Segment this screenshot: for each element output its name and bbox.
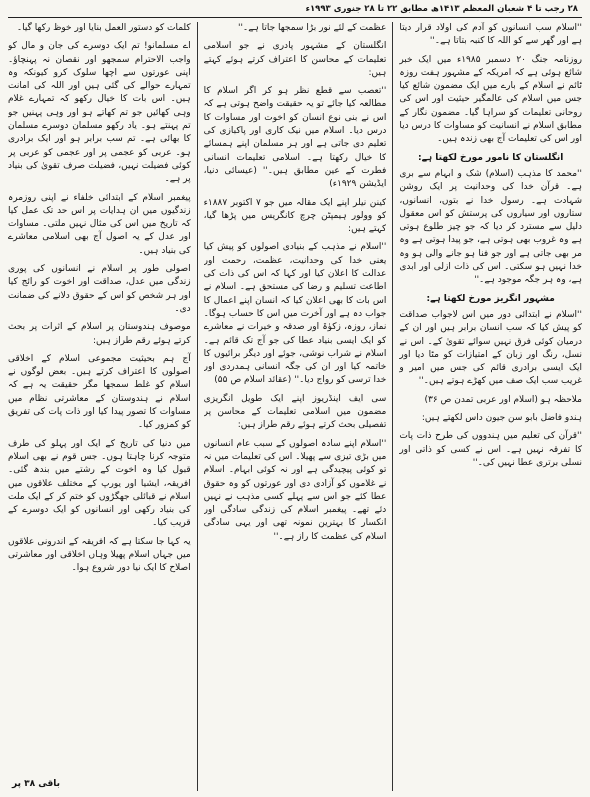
paragraph: ''محمد کا مذہب (اسلام) شک و ابہام سے بری ہے۔ قرآن خدا کی وحدانیت پر ایک روشن شہادت ہے۔ رسول خدا نے بتوں، انسانوں، ستاروں اور سیاروں کی پرستش کو اس معقول دلیل سے مسترد کر دیا کہ جو چیز طلوع ہوتی ہے وہ غروب بھی ہوتی ہے، جو پیدا ہوتی ہے وہ مر بھی جاتی ہے اور جو فنا ہو جانے والی ہو وہ خدا نہیں ہو سکتی۔ اس کی ذات ازلی اور ابدی ہے، وہ ہر جگہ موجود ہے۔'' [399, 168, 582, 286]
paragraph: پیغمبر اسلام کے ابتدائی خلفاء نے اپنی روزمرہ زندگیوں میں ان ہدایات پر اس حد تک عمل کیا کہ تاریخ میں اس کی مثال نہیں ملتی۔ مساوات اور عدل کے یہ اصول آج بھی اسلامی معاشرے کی بنیاد ہیں۔ [7, 192, 191, 256]
continued-note: باقی ۳۸ پر [11, 778, 60, 789]
paragraph: ''اسلام نے مذہب کے بنیادی اصولوں کو پیش کیا یعنی خدا کی وحدانیت، عظمت، رحمت اور عدالت کا اعلان کیا اور کہا کہ اس کی ذات کی اطاعت تسلیم و رضا کی مستحق ہے۔ اسلام نے اس بات کا بھی اعلان کیا کہ انسان اپنے اعمال کا جواب دہ ہے اور آخرت میں اس کا حساب ہوگا۔ نماز، روزہ، زکوٰۃ اور صدقہ و خیرات نے معاشرے کو ایک ایسی بنیاد عطا کی جو آج تک قائم ہے۔ اسلام نے شراب نوشی، جوئے اور دیگر برائیوں کا خاتمہ کیا اور ان کی جگہ انسانی ہمدردی اور خدا ترسی کو رواج دیا۔'' (عقائد اسلام ص ۵۵) [203, 242, 387, 386]
paragraph: ''اسلام سب انسانوں کو آدم کی اولاد قرار دیتا ہے اور گھر سے کو اللہ کا کنبہ بتاتا ہے۔'' [399, 23, 582, 47]
paragraph-heading: مشہور انگریز مورخ لکھتا ہے: [426, 293, 555, 304]
paragraph: اے مسلمانو! تم ایک دوسرے کی جان و مال کو واجب الاحترام سمجھو اور نقصان نہ پہنچاؤ۔ اپنی عورتوں سے اچھا سلوک کرو کیونکہ وہ تمہارے حوالے کی گئی ہیں اور اللہ کی امانت ہیں۔ اس بات کا خیال رکھو کہ تمہارے غلام وہی کھائیں جو تم کھاتے ہو اور وہی پہنیں جو تم پہنتے ہو۔ یاد رکھو مسلمان دوسرے مسلمان کا بھائی ہے۔ تم سب برابر ہو اور ایک برادری ہو۔ عربی کو عجمی پر اور عجمی کو عربی پر کوئی فضیلت نہیں، فضیلت صرف تقویٰ کی بنیاد پر ہے۔ [7, 41, 191, 185]
paragraph: سی ایف اینڈریوز اپنے ایک طویل انگریزی مضمون میں اسلامی تعلیمات کے محاسن پر تفصیلی بحث کرتے ہوئے رقم طراز ہیں: [203, 393, 387, 431]
column-middle [204, 22, 387, 791]
article-columns [8, 22, 582, 791]
column-left [8, 22, 191, 791]
paragraph: روزنامہ جنگ ۲۰ دسمبر ۱۹۸۵ء میں ایک خبر شائع ہوئی ہے کہ امریکہ کے مشہور ہفت روزہ ٹائم نے اسلام کے بارے میں ایک مضمون شائع کیا جس میں اسلام کی عالمگیر حیثیت اور اس کی روحانی تعلیمات کو سراہا گیا۔ مضمون نگار کے مطابق اسلام نے انسانیت کو مساوات کا درس دیا اور اس کی تعلیمات آج بھی زندہ ہیں۔ [399, 54, 582, 145]
paragraph: ''قرآن کی تعلیم میں ہندووں کی طرح ذات پات کا تفرقہ نہیں ہے۔ اس نے کسی کو ذاتی اور نسلی برتری عطا نہیں کی۔'' [399, 431, 582, 468]
paragraph-heading: انگلستان کا نامور مورخ لکھتا ہے: [417, 152, 564, 163]
paragraph: ملاحظہ ہو (اسلام اور عربی تمدن ص ۳۶) [424, 394, 582, 405]
paragraph: کلمات کو دستور العمل بنایا اور خوظ رکھا گیا۔ [16, 23, 191, 33]
paragraph: آج ہم بحیثیت مجموعی اسلام کے اخلاقی اصولوں کا اعتراف کرتے ہیں۔ بعض لوگوں نے اسلام کو غلط سمجھا مگر حقیقت یہ ہے کہ اسلام نے ہندوستان کے معاشرتی نظام میں مساوات کا تصور پیدا کیا اور ذات پات کی تفریق کو کمزور کیا۔ [7, 353, 191, 431]
column-right [399, 22, 582, 791]
paragraph: ''تعصب سے قطع نظر ہو کر اگر اسلام کا مطالعہ کیا جائے تو یہ حقیقت واضح ہوتی ہے کہ اس نے بنی نوع انسان کو اخوت اور مساوات کا درس دیا۔ اسلام میں نیک کاری اور پاکبازی کی تعلیم دی جاتی ہے اور ہر مسلمان اپنے ہمسائے کا خیال رکھتا ہے۔ اسلامی تعلیمات انسانی فطرت کے عین مطابق ہیں۔'' (عیسائی دنیا، ایڈیشن ۱۹۲۹ء) [203, 86, 387, 190]
column-divider [197, 22, 198, 791]
paragraph: میں دنیا کی تاریخ کے ایک اور پہلو کی طرف متوجہ کرنا چاہتا ہوں۔ جس قوم نے بھی اسلام قبول کیا وہ اخوت کے رشتے میں بندھ گئی۔ افریقہ، ایشیا اور یورپ کے مختلف علاقوں میں اسلام نے قبائلی جھگڑوں کو ختم کر کے ایک ملت کی بنیاد رکھی اور انسانوں کو ایک دوسرے کے قریب کیا۔ [7, 438, 191, 529]
paragraph: انگلستان کے مشہور پادری نے جو اسلامی تعلیمات کے محاسن کا اعتراف کرتے ہوئے کہتے ہیں: [203, 41, 387, 78]
column-divider [392, 22, 393, 791]
paragraph: ''اسلام نے ابتدائی دور میں اس لاجواب صداقت کو پیش کیا کہ سب انسان برابر ہیں اور ان کے درمیان کوئی فرق نہیں سوائے تقویٰ کے۔ اس نے نسل، رنگ اور زبان کے امتیازات کو مٹا دیا اور ایک ایسی برادری قائم کی جس میں امیر و غریب سب ایک صف میں کھڑے ہوتے ہیں۔'' [399, 309, 582, 387]
paragraph: ہندو فاضل بابو سن جیون داس لکھتے ہیں: [421, 413, 582, 424]
paragraph: یہ کہا جا سکتا ہے کہ افریقہ کے اندرونی علاقوں میں جہاں اسلام پھیلا وہاں اخلاقی اور معاشرتی اصلاح کا ایک نیا دور شروع ہوا۔ [7, 536, 191, 574]
paragraph: ''اسلام اپنے سادہ اصولوں کے سبب عام انسانوں میں بڑی تیزی سے پھیلا۔ اس کی تعلیمات میں نہ تو کوئی پیچیدگی ہے اور نہ کوئی ابہام۔ اسلام نے غلاموں کو آزادی دی اور عورتوں کو وہ حقوق عطا کئے جو اس سے پہلے کسی مذہب نے نہیں دئے تھے۔ پیغمبر اسلام کی زندگی سادگی اور انکسار کا بہترین نمونہ تھی اور یہی سادگی اسلام کی عظمت کا راز ہے۔'' [203, 438, 387, 542]
paragraph: موصوف ہندوستان پر اسلام کے اثرات پر بحث کرتے ہوئے رقم طراز ہیں: [7, 322, 191, 346]
page-header: ۲۸ رجب تا ۴ شعبان المعظم ۱۴۱۳ھ مطابق ۲۲ تا ۲۸ جنوری ۱۹۹۳ء [8, 2, 582, 18]
paragraph: عظمت کے لئے نور بڑا سمجھا جاتا ہے۔'' [237, 23, 387, 33]
paragraph: اصولی طور پر اسلام نے انسانوں کی پوری زندگی میں عدل، صداقت اور اخوت کو رائج کیا اور ہر شخص کو اس کے حقوق دلانے کی ضمانت دی۔ [7, 264, 191, 314]
paragraph: کینن نیلر اپنے ایک مقالہ میں جو ۷ اکتوبر ۱۸۸۷ء کو وولور ہیمپٹن چرچ کانگریس میں پڑھا گیا، کہتے ہیں: [203, 197, 387, 235]
